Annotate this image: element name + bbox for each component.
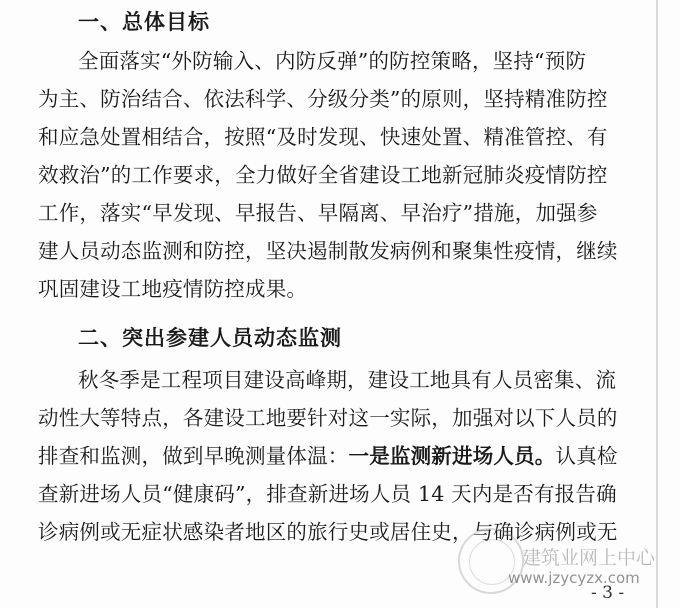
page-edge: [656, 0, 658, 608]
paragraph-1-line-4: 效救治”的工作要求，全力做好全省建设工地新冠肺炎疫情防控: [38, 163, 608, 187]
paragraph-2-line-2: 动性大等特点，各建设工地要针对这一实际，加强对以下人员的: [38, 406, 618, 430]
paragraph-1-line-7: 巩固建设工地疫情防控成果。: [38, 277, 308, 301]
watermark-url: www.jzycyzx.com: [508, 569, 640, 587]
paragraph-1-line-5: 工作，落实“早发现、早报告、早隔离、早治疗”措施，加强参: [38, 201, 598, 225]
paragraph-2-line-1: 秋冬季是工程项目建设高峰期，建设工地具有人员密集、流: [78, 368, 617, 392]
paragraph-2-line-3-text: 排查和监测，做到早晚测量体温：: [38, 444, 349, 468]
page-number: - 3 -: [591, 583, 625, 603]
paragraph-1-line-2: 为主、防治结合、依法科学、分级分类”的原则，坚持精准防控: [38, 87, 608, 111]
section-2-heading: 二、突出参建人员动态监测: [78, 326, 342, 350]
watermark-name: 建筑业网上中心: [522, 547, 656, 569]
paragraph-2-line-3-end: 认真检: [555, 444, 618, 468]
paragraph-2-line-5: 诊病例或无症状感染者地区的旅行史或居住史，与确诊病例或无: [38, 520, 618, 544]
section-1-heading: 一、总体目标: [78, 10, 210, 34]
paragraph-2-line-3: [38, 439, 618, 469]
paragraph-1-line-3: 和应急处置相结合，按照“及时发现、快速处置、精准管控、有: [38, 125, 608, 149]
paragraph-1-line-1: 全面落实“外防输入、内防反弹”的防控策略，坚持“预防: [78, 49, 587, 73]
paragraph-1-line-6: 建人员动态监测和防控，坚决遏制散发病例和聚集性疫情，继续: [38, 239, 618, 263]
emphasis-new-staff: 一是监测新进场人员。: [348, 444, 556, 468]
paragraph-2-line-4: 查新进场人员“健康码”，排查新进场人员 14 天内是否有报告确: [38, 482, 617, 506]
